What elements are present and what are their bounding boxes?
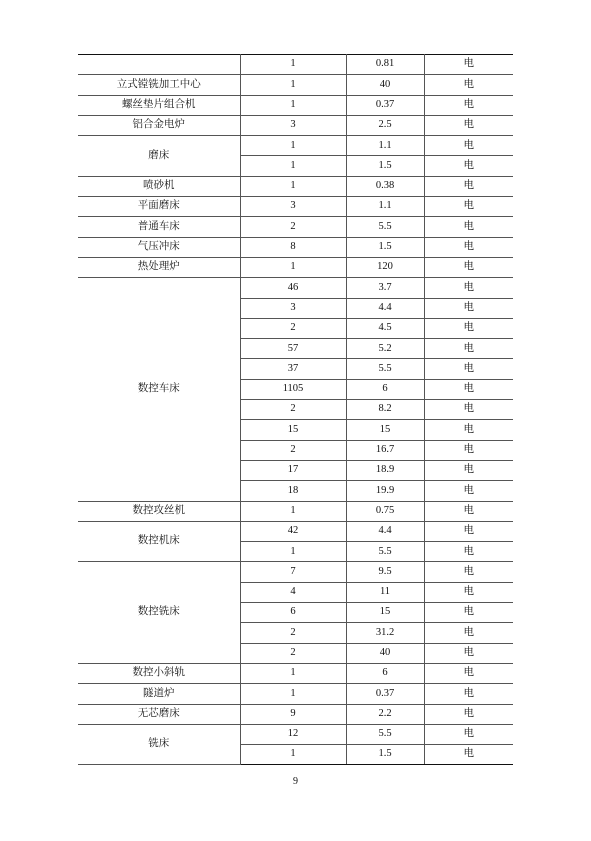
equipment-count-cell: 17 (240, 460, 346, 480)
equipment-power-cell: 0.37 (346, 95, 424, 115)
equipment-power-cell: 1.5 (346, 156, 424, 176)
equipment-name-cell (78, 55, 240, 75)
equipment-name-cell: 铝合金电炉 (78, 115, 240, 135)
energy-type-cell: 电 (424, 359, 513, 379)
equipment-power-cell: 2.2 (346, 704, 424, 724)
equipment-count-cell: 57 (240, 339, 346, 359)
table-row (78, 521, 513, 541)
equipment-count-cell: 1 (240, 55, 346, 75)
equipment-name-cell: 普通车床 (78, 217, 240, 237)
equipment-count-cell: 1 (240, 95, 346, 115)
equipment-power-cell: 15 (346, 420, 424, 440)
equipment-count-cell: 1 (240, 684, 346, 704)
equipment-power-cell: 11 (346, 582, 424, 602)
equipment-power-cell: 0.81 (346, 55, 424, 75)
equipment-count-cell: 37 (240, 359, 346, 379)
energy-type-cell: 电 (424, 481, 513, 501)
equipment-count-cell: 1 (240, 176, 346, 196)
equipment-name-cell: 铣床 (78, 724, 240, 765)
equipment-name-cell: 热处理炉 (78, 257, 240, 277)
equipment-power-cell: 0.38 (346, 176, 424, 196)
energy-type-cell: 电 (424, 278, 513, 298)
equipment-name-cell: 隧道炉 (78, 684, 240, 704)
equipment-name-cell: 立式镗铣加工中心 (78, 75, 240, 95)
equipment-count-cell: 4 (240, 582, 346, 602)
equipment-count-cell: 9 (240, 704, 346, 724)
energy-type-cell: 电 (424, 684, 513, 704)
energy-type-cell: 电 (424, 115, 513, 135)
equipment-count-cell: 2 (240, 440, 346, 460)
energy-type-cell: 电 (424, 217, 513, 237)
table-row (78, 724, 513, 744)
energy-type-cell: 电 (424, 542, 513, 562)
equipment-name-cell: 气压冲床 (78, 237, 240, 257)
equipment-power-cell: 4.4 (346, 298, 424, 318)
table-row (78, 115, 513, 135)
equipment-power-cell: 19.9 (346, 481, 424, 501)
equipment-count-cell: 3 (240, 197, 346, 217)
table-row (78, 75, 513, 95)
equipment-count-cell: 1 (240, 501, 346, 521)
equipment-power-cell: 4.4 (346, 521, 424, 541)
table-row (78, 217, 513, 237)
equipment-count-cell: 1 (240, 75, 346, 95)
equipment-power-cell: 16.7 (346, 440, 424, 460)
energy-type-cell: 电 (424, 55, 513, 75)
equipment-power-cell: 5.5 (346, 542, 424, 562)
equipment-power-cell: 31.2 (346, 623, 424, 643)
table-row (78, 704, 513, 724)
table-row (78, 257, 513, 277)
equipment-count-cell: 3 (240, 115, 346, 135)
table-row (78, 237, 513, 257)
energy-type-cell: 电 (424, 663, 513, 683)
equipment-name-cell: 喷砂机 (78, 176, 240, 196)
table-row (78, 501, 513, 521)
equipment-count-cell: 7 (240, 562, 346, 582)
equipment-power-cell: 0.37 (346, 684, 424, 704)
equipment-power-cell: 1.5 (346, 237, 424, 257)
equipment-name-cell: 无芯磨床 (78, 704, 240, 724)
equipment-power-cell: 40 (346, 643, 424, 663)
equipment-power-cell: 4.5 (346, 318, 424, 338)
energy-type-cell: 电 (424, 75, 513, 95)
equipment-count-cell: 1 (240, 156, 346, 176)
equipment-power-cell: 6 (346, 379, 424, 399)
energy-type-cell: 电 (424, 339, 513, 359)
equipment-power-cell: 9.5 (346, 562, 424, 582)
table-row (78, 197, 513, 217)
equipment-power-cell: 18.9 (346, 460, 424, 480)
energy-type-cell: 电 (424, 400, 513, 420)
table-row (78, 136, 513, 156)
energy-type-cell: 电 (424, 318, 513, 338)
equipment-power-cell: 40 (346, 75, 424, 95)
energy-type-cell: 电 (424, 420, 513, 440)
equipment-power-cell: 1.1 (346, 197, 424, 217)
equipment-power-cell: 120 (346, 257, 424, 277)
equipment-power-cell: 2.5 (346, 115, 424, 135)
equipment-power-cell: 5.5 (346, 724, 424, 744)
energy-type-cell: 电 (424, 95, 513, 115)
equipment-count-cell: 6 (240, 603, 346, 623)
table-row (78, 278, 513, 298)
equipment-power-cell: 5.5 (346, 217, 424, 237)
energy-type-cell: 电 (424, 197, 513, 217)
energy-type-cell: 电 (424, 704, 513, 724)
energy-type-cell: 电 (424, 176, 513, 196)
equipment-power-cell: 3.7 (346, 278, 424, 298)
equipment-power-cell: 8.2 (346, 400, 424, 420)
equipment-count-cell: 18 (240, 481, 346, 501)
equipment-name-cell: 螺丝垫片组合机 (78, 95, 240, 115)
equipment-count-cell: 8 (240, 237, 346, 257)
equipment-count-cell: 3 (240, 298, 346, 318)
energy-type-cell: 电 (424, 298, 513, 318)
equipment-count-cell: 12 (240, 724, 346, 744)
equipment-power-cell: 1.5 (346, 745, 424, 765)
equipment-name-cell: 数控机床 (78, 521, 240, 562)
equipment-count-cell: 46 (240, 278, 346, 298)
table-row (78, 663, 513, 683)
equipment-count-cell: 2 (240, 623, 346, 643)
equipment-name-cell: 数控攻丝机 (78, 501, 240, 521)
equipment-count-cell: 2 (240, 400, 346, 420)
energy-type-cell: 电 (424, 562, 513, 582)
equipment-power-cell: 6 (346, 663, 424, 683)
equipment-count-cell: 2 (240, 217, 346, 237)
page-number: 9 (293, 776, 298, 787)
energy-type-cell: 电 (424, 237, 513, 257)
equipment-count-cell: 1 (240, 745, 346, 765)
equipment-power-cell: 0.75 (346, 501, 424, 521)
equipment-power-cell: 5.2 (346, 339, 424, 359)
table-row (78, 562, 513, 582)
equipment-name-cell: 平面磨床 (78, 197, 240, 217)
equipment-count-cell: 2 (240, 643, 346, 663)
equipment-count-cell: 1 (240, 663, 346, 683)
table-row (78, 176, 513, 196)
equipment-power-cell: 15 (346, 603, 424, 623)
energy-type-cell: 电 (424, 643, 513, 663)
equipment-count-cell: 42 (240, 521, 346, 541)
equipment-count-cell: 1 (240, 542, 346, 562)
energy-type-cell: 电 (424, 745, 513, 765)
equipment-name-cell: 数控铣床 (78, 562, 240, 663)
equipment-count-cell: 2 (240, 318, 346, 338)
table-row (78, 684, 513, 704)
energy-type-cell: 电 (424, 440, 513, 460)
energy-type-cell: 电 (424, 156, 513, 176)
equipment-count-cell: 1 (240, 136, 346, 156)
equipment-count-cell: 1105 (240, 379, 346, 399)
energy-type-cell: 电 (424, 582, 513, 602)
equipment-power-cell: 5.5 (346, 359, 424, 379)
equipment-name-cell: 磨床 (78, 136, 240, 177)
energy-type-cell: 电 (424, 521, 513, 541)
energy-type-cell: 电 (424, 724, 513, 744)
energy-type-cell: 电 (424, 257, 513, 277)
equipment-table (78, 54, 513, 765)
table-row (78, 95, 513, 115)
energy-type-cell: 电 (424, 603, 513, 623)
energy-type-cell: 电 (424, 136, 513, 156)
table-row (78, 55, 513, 75)
energy-type-cell: 电 (424, 501, 513, 521)
equipment-count-cell: 15 (240, 420, 346, 440)
equipment-name-cell: 数控车床 (78, 278, 240, 501)
energy-type-cell: 电 (424, 460, 513, 480)
equipment-count-cell: 1 (240, 257, 346, 277)
energy-type-cell: 电 (424, 379, 513, 399)
equipment-name-cell: 数控小斜轨 (78, 663, 240, 683)
equipment-power-cell: 1.1 (346, 136, 424, 156)
equipment-table-body (78, 55, 513, 765)
energy-type-cell: 电 (424, 623, 513, 643)
